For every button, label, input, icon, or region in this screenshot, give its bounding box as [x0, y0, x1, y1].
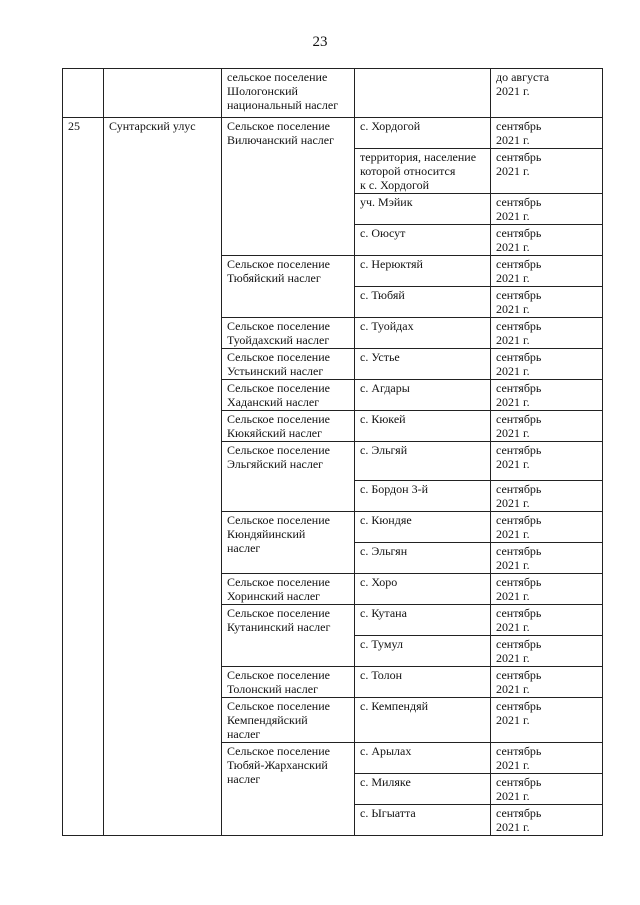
settlement-cell — [222, 667, 355, 698]
cell-text-line: Сельское поселение — [227, 513, 330, 527]
date-cell — [491, 256, 603, 287]
cell-text-line: с. Нерюктяй — [360, 257, 423, 271]
cell-text-line: с. Агдары — [360, 381, 410, 395]
cell-text-line: 2021 г. — [496, 620, 530, 634]
locality-cell — [355, 667, 491, 698]
locality-cell — [355, 318, 491, 349]
cell-text-line: до августа — [496, 70, 550, 84]
table-row — [63, 118, 603, 149]
cell-text-line: Сельское поселение — [227, 319, 330, 333]
cell-text-line: сентябрь — [496, 350, 542, 364]
date-cell — [491, 349, 603, 380]
locality-cell — [355, 442, 491, 481]
cell-text-line: Сельское поселение — [227, 412, 330, 426]
cell-text-line: Эльгяйский наслег — [227, 457, 324, 471]
cell-text-line: 2021 г. — [496, 333, 530, 347]
cell-text-line: 2021 г. — [496, 133, 530, 147]
cell-text-line: с. Миляке — [360, 775, 411, 789]
table-row — [63, 69, 603, 118]
cell-text-line: с. Оюсут — [360, 226, 406, 240]
cell-text-line: 2021 г. — [496, 164, 530, 178]
cell-text-line: 2021 г. — [496, 789, 530, 803]
date-cell — [491, 69, 603, 118]
cell-text-line: с. Арылах — [360, 744, 412, 758]
cell-text-line: уч. Мэйик — [360, 195, 413, 209]
cell-text-line: сентябрь — [496, 482, 542, 496]
settlement-cell — [222, 574, 355, 605]
locality-cell — [355, 149, 491, 194]
locality-cell — [355, 774, 491, 805]
settlement-cell — [222, 318, 355, 349]
locality-cell — [355, 743, 491, 774]
locality-cell — [355, 481, 491, 512]
date-cell — [491, 318, 603, 349]
cell-text-line: 2021 г. — [496, 682, 530, 696]
cell-text-line: 2021 г. — [496, 558, 530, 572]
locality-cell — [355, 805, 491, 836]
cell-text-line: территория, население — [360, 150, 477, 164]
date-cell — [491, 194, 603, 225]
schedule-table — [62, 68, 603, 836]
settlement-cell — [222, 349, 355, 380]
cell-text-line: 2021 г. — [496, 758, 530, 772]
cell-text-line: Устьинский наслег — [227, 364, 324, 378]
cell-text-line: Туойдахский наслег — [227, 333, 330, 347]
cell-text-line: сентябрь — [496, 412, 542, 426]
cell-text-line: с. Бордон 3-й — [360, 482, 429, 496]
cell-text-line: сентябрь — [496, 544, 542, 558]
row-number-cell: 25 — [63, 118, 104, 836]
date-cell — [491, 636, 603, 667]
date-cell — [491, 380, 603, 411]
cell-text-line: Сельское поселение — [227, 699, 330, 713]
settlement-cell — [222, 118, 355, 256]
settlement-cell — [222, 442, 355, 512]
locality-cell — [355, 69, 491, 118]
cell-text-line: сентябрь — [496, 119, 542, 133]
date-cell — [491, 743, 603, 774]
cell-text-line: Сельское поселение — [227, 606, 330, 620]
cell-text-line: Сельское поселение — [227, 443, 330, 457]
cell-text-line: 2021 г. — [496, 271, 530, 285]
cell-text-line: 2021 г. — [496, 395, 530, 409]
cell-text-line: с. Кюндяе — [360, 513, 412, 527]
cell-text-line: Хаданский наслег — [227, 395, 320, 409]
cell-text-line: 2021 г. — [496, 209, 530, 223]
cell-text-line: 2021 г. — [496, 589, 530, 603]
locality-cell — [355, 380, 491, 411]
date-cell — [491, 512, 603, 543]
cell-text-line: сентябрь — [496, 381, 542, 395]
cell-text-line: Кутанинский наслег — [227, 620, 331, 634]
date-cell — [491, 667, 603, 698]
cell-text-line: с. Туойдах — [360, 319, 414, 333]
cell-text-line: 2021 г. — [496, 820, 530, 834]
ulus-cell: Сунтарский улус — [104, 118, 222, 836]
cell-text-line: сентябрь — [496, 226, 542, 240]
date-cell — [491, 698, 603, 743]
cell-text-line: с. Тюбяй — [360, 288, 405, 302]
date-cell — [491, 118, 603, 149]
cell-text-line: Тюбяйский наслег — [227, 271, 321, 285]
date-cell — [491, 442, 603, 481]
cell-text-line: с. Хоро — [360, 575, 398, 589]
cell-text-line: которой относится — [360, 164, 456, 178]
cell-text-line: с. Ыгыатта — [360, 806, 416, 820]
cell-text-line: Сельское поселение — [227, 257, 330, 271]
cell-text-line: сельское поселение — [227, 70, 328, 84]
cell-text-line: сентябрь — [496, 257, 542, 271]
locality-cell — [355, 194, 491, 225]
cell-text-line: 2021 г. — [496, 84, 530, 98]
cell-text-line: сентябрь — [496, 319, 542, 333]
cell-text-line: сентябрь — [496, 150, 542, 164]
cell-text-line: Кемпендяйский — [227, 713, 308, 727]
cell-text-line: 2021 г. — [496, 302, 530, 316]
settlement-cell — [222, 380, 355, 411]
cell-text-line: с. Эльгян — [360, 544, 408, 558]
cell-text-line: к с. Хордогой — [360, 178, 430, 192]
locality-cell — [355, 605, 491, 636]
cell-text-line: Тюбяй-Жарханский — [227, 758, 328, 772]
cell-text-line: наслег — [227, 727, 261, 741]
cell-text-line: с. Толон — [360, 668, 403, 682]
date-cell — [491, 774, 603, 805]
cell-text-line: Кюндяйинский — [227, 527, 306, 541]
settlement-cell — [222, 743, 355, 836]
locality-cell — [355, 349, 491, 380]
cell-text-line: Вилючанский наслег — [227, 133, 335, 147]
settlement-cell — [222, 605, 355, 667]
cell-text-line: Шологонский — [227, 84, 298, 98]
locality-cell — [355, 225, 491, 256]
settlement-cell — [222, 698, 355, 743]
cell-text-line: Сельское поселение — [227, 668, 330, 682]
locality-cell — [355, 698, 491, 743]
locality-cell — [355, 287, 491, 318]
cell-text-line: Толонский наслег — [227, 682, 318, 696]
cell-text-line: сентябрь — [496, 668, 542, 682]
cell-text-line: Сельское поселение — [227, 119, 330, 133]
cell-text-line: с. Эльгяй — [360, 443, 408, 457]
cell-text-line: с. Кюкей — [360, 412, 406, 426]
cell-text-line: Хоринский наслег — [227, 589, 321, 603]
cell-text-line: 2021 г. — [496, 496, 530, 510]
settlement-cell — [222, 411, 355, 442]
date-cell — [491, 481, 603, 512]
cell-text-line: Сельское поселение — [227, 381, 330, 395]
cell-text-line: сентябрь — [496, 443, 542, 457]
settlement-cell — [222, 69, 355, 118]
date-cell — [491, 149, 603, 194]
date-cell — [491, 543, 603, 574]
cell-text-line: сентябрь — [496, 637, 542, 651]
date-cell — [491, 225, 603, 256]
date-cell — [491, 287, 603, 318]
cell-text-line: наслег — [227, 772, 261, 786]
cell-text-line: с. Хордогой — [360, 119, 421, 133]
cell-text-line: с. Тумул — [360, 637, 403, 651]
date-cell — [491, 411, 603, 442]
settlement-cell — [222, 512, 355, 574]
cell-text-line: сентябрь — [496, 606, 542, 620]
schedule-table-body — [63, 69, 603, 836]
cell-text-line: с. Кутана — [360, 606, 407, 620]
cell-text-line: 2021 г. — [496, 364, 530, 378]
ulus-cell — [104, 69, 222, 118]
locality-cell — [355, 574, 491, 605]
locality-cell — [355, 543, 491, 574]
date-cell — [491, 574, 603, 605]
cell-text-line: сентябрь — [496, 806, 542, 820]
cell-text-line: Кюкяйский наслег — [227, 426, 323, 440]
date-cell — [491, 605, 603, 636]
cell-text-line: наслег — [227, 541, 261, 555]
locality-cell — [355, 411, 491, 442]
locality-cell — [355, 636, 491, 667]
page-number: 23 — [312, 34, 328, 50]
cell-text-line: 2021 г. — [496, 457, 530, 471]
cell-text-line: 2021 г. — [496, 651, 530, 665]
cell-text-line: сентябрь — [496, 195, 542, 209]
cell-text-line: сентябрь — [496, 775, 542, 789]
row-number-cell — [63, 69, 104, 118]
locality-cell — [355, 256, 491, 287]
cell-text-line: сентябрь — [496, 513, 542, 527]
cell-text-line: с. Устье — [360, 350, 400, 364]
cell-text-line: Сельское поселение — [227, 350, 330, 364]
cell-text-line: Сельское поселение — [227, 575, 330, 589]
cell-text-line: национальный наслег — [227, 98, 339, 112]
cell-text-line: 2021 г. — [496, 527, 530, 541]
cell-text-line: сентябрь — [496, 575, 542, 589]
cell-text-line: сентябрь — [496, 288, 542, 302]
cell-text-line: 2021 г. — [496, 713, 530, 727]
cell-text-line: сентябрь — [496, 744, 542, 758]
settlement-cell — [222, 256, 355, 318]
locality-cell — [355, 512, 491, 543]
cell-text-line: 2021 г. — [496, 426, 530, 440]
cell-text-line: сентябрь — [496, 699, 542, 713]
locality-cell — [355, 118, 491, 149]
cell-text-line: 2021 г. — [496, 240, 530, 254]
date-cell — [491, 805, 603, 836]
cell-text-line: с. Кемпендяй — [360, 699, 429, 713]
cell-text-line: Сельское поселение — [227, 744, 330, 758]
